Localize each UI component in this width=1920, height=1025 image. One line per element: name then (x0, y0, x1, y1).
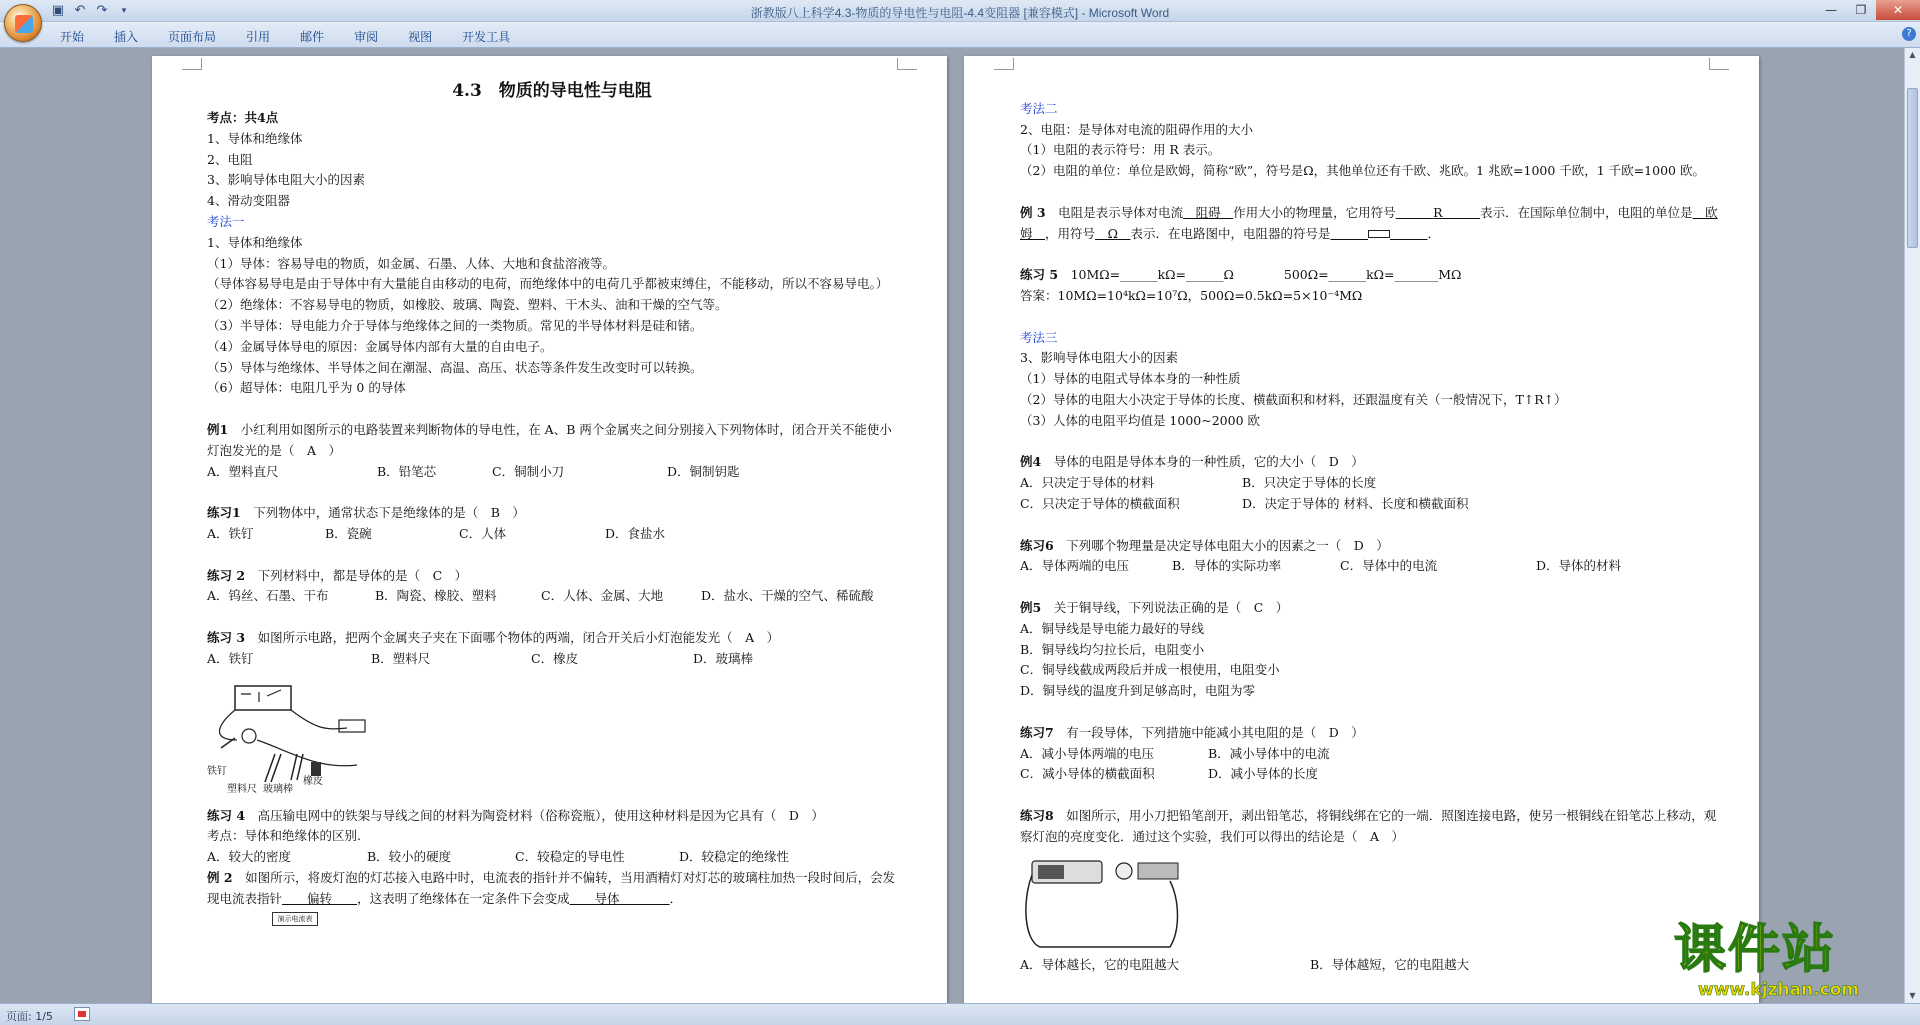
option: D．食盐水 (605, 525, 666, 541)
options (207, 524, 897, 545)
option: A．塑料直尺 (207, 463, 279, 479)
proofing-icon[interactable] (74, 1007, 90, 1021)
q-label: 例4 (1020, 454, 1042, 470)
option: A．铁钉 (207, 650, 254, 666)
customize-qat-icon[interactable]: ▾ (121, 6, 127, 16)
example-2: 例 2 如图所示，将废灯泡的灯芯接入电路中时，电流表的指针并不偏转，当用酒精灯对灯芯的玻璃柱加热一段时间后，会发现电流表指针 偏转 ，这表明了绝缘体在一定条件下会变成 导体 ． (207, 869, 896, 906)
save-icon[interactable]: ▣ (51, 3, 65, 18)
practice-3 (207, 628, 897, 649)
option: B．导体的实际功率 (1172, 558, 1282, 574)
option: B．塑料尺 (371, 650, 431, 666)
close-icon[interactable]: ✕ (1876, 0, 1920, 20)
undo-icon[interactable]: ↶ (74, 3, 86, 18)
q-label: 练习1 (207, 505, 241, 521)
watermark-url: www.kjzhan.com (1698, 980, 1860, 1000)
answer-line: 答案：10MΩ=10⁴kΩ=10⁷Ω，500Ω=0.5kΩ=5×10⁻⁴MΩ (1020, 287, 1363, 303)
resistor-symbol (1330, 226, 1427, 241)
fig-label: 铁钉 (207, 765, 227, 777)
q-label: 练习8 (1020, 807, 1054, 823)
option: B．瓷碗 (325, 525, 372, 541)
fig-label: 玻璃棒 (263, 783, 293, 795)
point-item: 1、导体和绝缘体 (207, 130, 303, 146)
body-line: （2）绝缘体：不容易导电的物质，如橡胶、玻璃、陶瓷、塑料、干木头、油和干燥的空气等。 (207, 297, 728, 313)
kaofa-heading: 考法二 (1020, 100, 1058, 116)
ammeter-figure (262, 910, 897, 930)
q-text: 导体的电阻是导体本身的一种性质，它的大小（ D ） (1041, 454, 1364, 470)
tab-developer[interactable]: 开发工具 (462, 30, 511, 44)
window-title: 浙教版八上科学4.3-物质的导电性与电阻-4.4变阻器 [兼容模式] - Microsoft Word (750, 6, 1170, 20)
q-label: 练习 4 (207, 807, 246, 823)
point-item: 3、影响导体电阻大小的因素 (207, 172, 365, 188)
option: C．人体、金属、大地 (541, 588, 664, 604)
fig-label: 塑料尺 (227, 783, 257, 795)
example-5 (1020, 598, 1720, 619)
title-bar (0, 0, 1920, 22)
q-text: 高压输电网中的铁架与导线之间的材料为陶瓷材料（俗称瓷瓶），使用这种材料是因为它具有（ D ） (245, 807, 824, 823)
q-label: 例 3 (1020, 204, 1046, 220)
option: D．决定于导体的 材料、长度和横截面积 (1242, 495, 1469, 511)
q-text: ，这表明了绝缘体在一定条件下会变成 (357, 890, 570, 906)
option: D．减小导体的长度 (1208, 766, 1319, 782)
option: C．减小导体的横截面积 (1020, 766, 1155, 782)
option: D．玻璃棒 (693, 650, 754, 666)
body-line: （导体容易导电是由于导体中有大量能自由移动的电荷，而绝缘体中的电荷几乎都被束缚住，不能移动，所以不容易导电。） (207, 276, 889, 292)
options (1020, 473, 1720, 494)
answer-blank: 欧姆 (1020, 204, 1718, 241)
watermark-text: 课件站 (1674, 920, 1837, 980)
q-label: 练习7 (1020, 724, 1054, 740)
page-1-content (207, 78, 897, 930)
options (1020, 556, 1720, 577)
points-header: 考点：共4点 (207, 110, 279, 125)
kaofa-heading: 考法一 (207, 213, 245, 229)
point-item: 4、滑动变阻器 (207, 193, 290, 209)
example-1 (207, 420, 897, 462)
doc-title: 4.3 物质的导电性与电阻 (452, 81, 652, 101)
margin-mark (994, 58, 1014, 70)
options (1020, 955, 1720, 976)
margin-mark (897, 58, 917, 70)
circuit-drawing (207, 670, 407, 788)
option: B．减小导体中的电流 (1208, 745, 1330, 761)
q-text: 下列物体中，通常状态下是绝缘体的是（ B ） (240, 505, 525, 521)
option: A．钨丝、石墨、干布 (207, 588, 329, 604)
option: C．导体中的电流 (1340, 558, 1438, 574)
minimize-icon[interactable]: — (1825, 3, 1837, 17)
option: D．导体的材料 (1536, 558, 1622, 574)
q-text: 有一段导体，下列措施中能减小其电阻的是（ D ） (1053, 724, 1364, 740)
tab-references[interactable]: 引用 (246, 30, 271, 44)
section-heading: 2、电阻：是导体对电流的阻碍作用的大小 (1020, 121, 1253, 137)
body-line: （6）超导体：电阻几乎为 0 的导体 (207, 380, 406, 396)
answer-blank: 导体 (594, 890, 620, 906)
tab-mailings[interactable]: 邮件 (300, 30, 325, 44)
tab-view[interactable]: 视图 (408, 30, 433, 44)
option: B．导体越短，它的电阻越大 (1310, 957, 1470, 973)
vertical-scrollbar[interactable] (1904, 48, 1920, 1003)
option: C．只决定于导体的横截面积 (1020, 495, 1180, 511)
body-line: （1）电阻的表示符号：用 R 表示。 (1020, 142, 1221, 158)
tab-insert[interactable]: 插入 (114, 30, 139, 44)
maximize-icon[interactable]: ❐ (1855, 3, 1867, 17)
answer-blank: 阻碍 (1195, 204, 1221, 220)
q-label: 例5 (1020, 599, 1042, 615)
options (207, 586, 897, 607)
option: B．铜导线均匀拉长后，电阻变小 (1020, 641, 1205, 657)
ammeter-label: 演示电流表 (272, 912, 318, 926)
practice-8 (1020, 806, 1720, 848)
body-line: （3）半导体：导电能力介于导体与绝缘体之间的一类物质。常见的半导体材料是硅和锗。 (207, 317, 703, 333)
body-line: （2）电阻的单位：单位是欧姆，简称“欧”，符号是Ω，其他单位还有千欧、兆欧。1 兆欧=1000 千欧，1 千欧=1000 欧。 (1020, 163, 1705, 179)
answer-blank: Ω (1107, 225, 1118, 241)
status-bar (0, 1003, 1920, 1025)
option: B．铅笔芯 (377, 463, 437, 479)
body-line: （3）人体的电阻平均值是 1000~2000 欧 (1020, 412, 1260, 428)
option: C．铜导线截成两段后并成一根使用，电阻变小 (1020, 662, 1280, 678)
option: C．人体 (459, 525, 507, 541)
body-line: （2）导体的电阻大小决定于导体的长度、横截面积和材料，还跟温度有关（一般情况下，T↑R↑） (1020, 391, 1567, 407)
q-label: 练习6 (1020, 537, 1054, 553)
options (207, 649, 897, 670)
practice-5 (1020, 265, 1720, 286)
q-text: 如图所示电路，把两个金属夹子夹在下面哪个物体的两端，闭合开关后小灯泡能发光（ A ） (245, 629, 780, 645)
scroll-thumb[interactable] (1907, 88, 1918, 248)
option: D．铜制钥匙 (667, 463, 740, 479)
q-text: 如图所示，将废灯泡的灯芯接入电路中时，电流表的指针并不偏转，当用酒精灯对灯芯的玻璃柱加热一段时间后，会发现电流表指针 (207, 869, 896, 906)
example-4 (1020, 452, 1720, 473)
q-text: 下列材料中，都是导体的是（ C ） (245, 567, 468, 583)
practice-7 (1020, 723, 1720, 744)
q-text: 10MΩ=______kΩ=______Ω 500Ω=______kΩ=_______MΩ (1058, 267, 1462, 283)
practice-1 (207, 503, 897, 524)
page-count[interactable]: 页面: 1/5 (6, 1010, 53, 1023)
option: A．导体两端的电压 (1020, 558, 1130, 574)
scroll-down-icon[interactable]: ▼ (1909, 991, 1916, 1000)
answer-blank: R (1433, 204, 1443, 220)
tab-home[interactable]: 开始 (60, 30, 85, 44)
option: D．铜导线的温度升到足够高时，电阻为零 (1020, 683, 1256, 699)
option: B．只决定于导体的长度 (1242, 475, 1377, 491)
q-label: 练习 3 (207, 629, 246, 645)
fig-label: 橡皮 (303, 775, 323, 787)
option: D．盐水、干燥的空气、稀硫酸 (701, 588, 874, 604)
kjzhan-watermark (1664, 920, 1920, 1010)
option: A．导体越长，它的电阻越大 (1020, 957, 1180, 973)
options (1020, 744, 1720, 765)
q-text: 小红利用如图所示的电路装置来判断物体的导电性，在 A、B 两个金属夹之间分别接入下列物体时，闭合开关不能使小灯泡发光的是（ A ） (207, 421, 892, 458)
option: A．较大的密度 (207, 849, 292, 865)
answer-blank: 偏转 (307, 890, 333, 906)
option: A．减小导体两端的电压 (1020, 745, 1155, 761)
options (1020, 764, 1720, 785)
option: B．较小的硬度 (367, 849, 452, 865)
practice-6 (1020, 536, 1720, 557)
scroll-up-icon[interactable]: ▲ (1909, 50, 1916, 59)
circuit-figure-1 (207, 670, 407, 800)
body-line: （5）导体与绝缘体、半导体之间在潮湿、高温、高压、状态等条件发生改变时可以转换。 (207, 359, 703, 375)
redo-icon[interactable]: ↷ (96, 3, 108, 18)
section-heading: 3、影响导体电阻大小的因素 (1020, 350, 1178, 366)
option: A．铜导线是导电能力最好的导线 (1020, 620, 1205, 636)
q-text: 关于铜导线，下列说法正确的是（ C ） (1041, 599, 1289, 615)
option: C．铜制小刀 (492, 463, 565, 479)
options (207, 462, 897, 483)
option: D．较稳定的绝缘性 (679, 849, 790, 865)
tab-review[interactable]: 审阅 (354, 30, 379, 44)
option: A．铁钉 (207, 525, 254, 541)
q-label: 练习 2 (207, 567, 246, 583)
office-button[interactable] (4, 4, 42, 42)
section-heading: 1、导体和绝缘体 (207, 234, 303, 250)
q-note: 考点：导体和绝缘体的区别. (207, 828, 361, 844)
pencil-circuit-drawing (1020, 851, 1200, 955)
ribbon (0, 22, 1920, 48)
option: C．橡皮 (531, 650, 579, 666)
practice-4 (207, 806, 897, 827)
q-label: 练习 5 (1020, 267, 1059, 283)
document-area[interactable] (0, 48, 1904, 1003)
page-2-content (1020, 78, 1720, 976)
example-3: 例 3 电阻是表示导体对电流 阻碍 作用大小的物理量，它用符号 R 表示．在国际单位制中，电阻的单位是 欧姆 ，用符号 Ω 表示．在电路图中，电阻器的符号是 ． (1020, 204, 1718, 241)
office-logo-icon (15, 15, 33, 33)
window-controls (1816, 0, 1920, 20)
q-label: 例 2 (207, 869, 233, 885)
option: C．较稳定的导电性 (515, 849, 625, 865)
options (1020, 494, 1720, 515)
options (207, 847, 897, 868)
page-2 (964, 56, 1759, 1003)
margin-mark (1709, 58, 1729, 70)
page-1 (152, 56, 947, 1003)
pencil-circuit-figure (1020, 851, 1200, 955)
body-line: （4）金属导体导电的原因：金属导体内部有大量的自由电子。 (207, 338, 553, 354)
help-icon[interactable]: ? (1902, 27, 1916, 41)
margin-mark (182, 58, 202, 70)
kaofa-heading: 考法三 (1020, 329, 1058, 345)
q-label: 例1 (207, 421, 229, 437)
point-item: 2、电阻 (207, 151, 253, 167)
q-text: 下列哪个物理量是决定导体电阻大小的因素之一（ D ） (1053, 537, 1389, 553)
body-line: （1）导体的电阻式导体本身的一种性质 (1020, 371, 1241, 387)
body-line: （1）导体：容易导电的物质，如金属、石墨、人体、大地和食盐溶液等。 (207, 255, 615, 271)
option: A．只决定于导体的材料 (1020, 475, 1155, 491)
q-text: 如图所示，用小刀把铅笔剖开，剥出铅笔芯，将铜线绑在它的一端．照图连接电路，使另一根铜线在铅笔芯上移动，观察灯泡的亮度变化．通过这个实验，我们可以得出的结论是（ A ） (1020, 807, 1717, 844)
tab-page-layout[interactable]: 页面布局 (168, 30, 217, 44)
ribbon-tabs (60, 28, 540, 45)
practice-2 (207, 566, 897, 587)
option: B．陶瓷、橡胶、塑料 (375, 588, 497, 604)
